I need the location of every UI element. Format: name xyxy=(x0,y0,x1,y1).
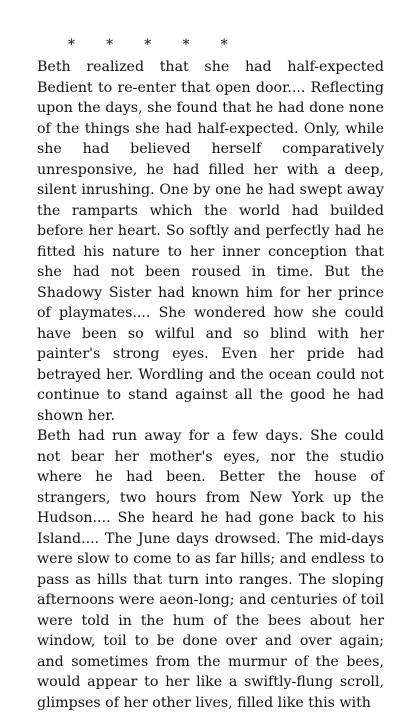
paragraph-1: Beth realized that she had half-expected Bedient to re-enter that open door.... Reflecting upon the days, she found that he had done none of the things she had half-expected. Only, while she had believed herself comparatively unresponsive, he had filled her with a deep, silent inrushing. One by one he had swept away the ramparts which the world had builded before her heart. So softly and perfectly had he fitted his nature to her inner conception that she had not been roused in time. But the Shadowy Sister had known him for her prince of playmates.... She wondered how she could have been so wilful and so blind with her painter's strong eyes. Even her pride had betrayed her. Wordling and the ocean could not continue to stand against all the good he had shown her. xyxy=(37,59,384,424)
paragraph-2: Beth had run away for a few days. She could not bear her mother's eyes, nor the studio where he had been. Better the house of strangers, two hours from New York up the Hudson.... She heard he had gone back to his Island.... The June days drowsed. The mid-days were slow to come to as far hills; and endless to pass as hills that turn into ranges. The sloping afternoons were aeon-long; and centuries of toil were told in the hum of the bees about her window, toil to be done over and over again; and sometimes from the murmur of the bees, would appear to her like a swiftly-flung scroll, glimpses of her other lives, filled like this with xyxy=(37,428,384,711)
section-separator: * * * * * xyxy=(68,37,228,53)
body-text xyxy=(37,57,384,713)
